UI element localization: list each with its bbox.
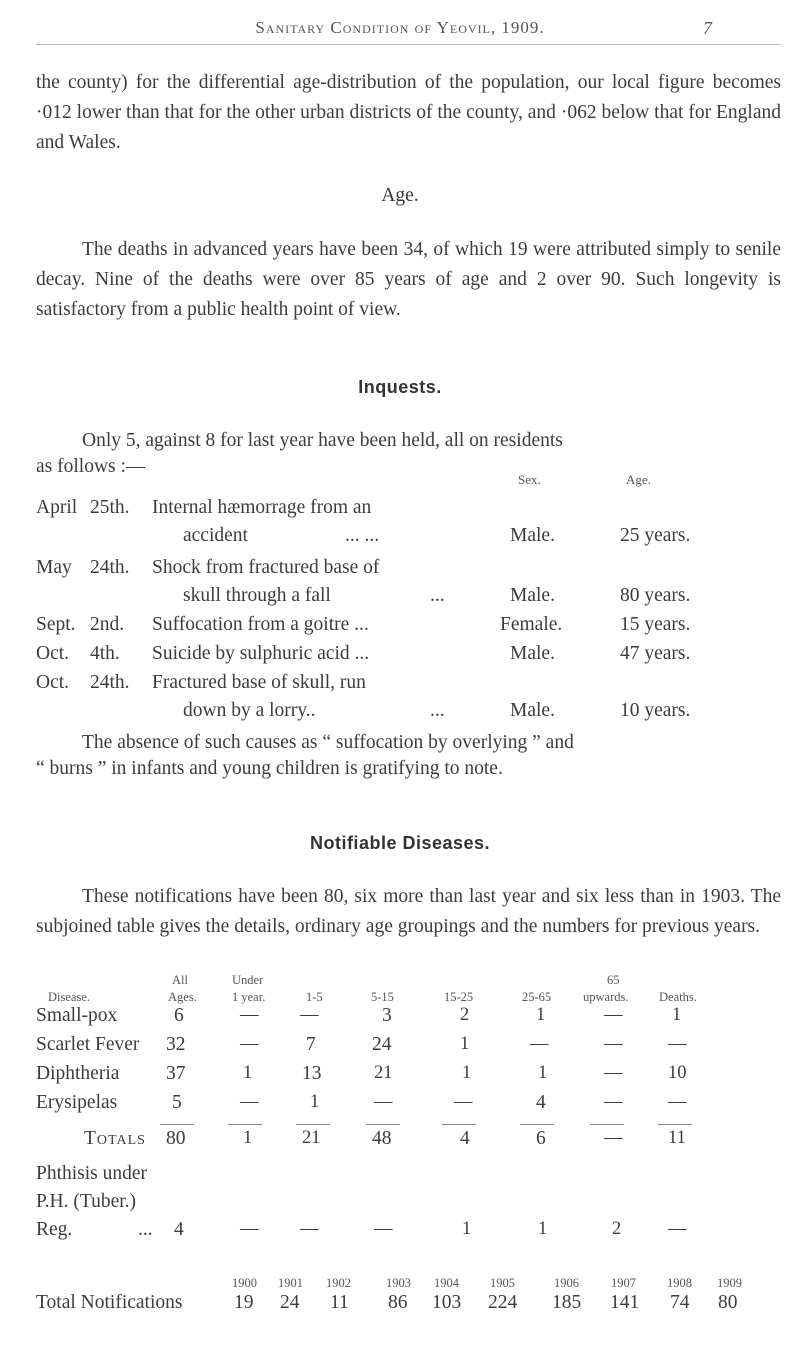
cell-deaths: —: [668, 1092, 687, 1112]
age-paragraph: The deaths in advanced years have been 34, of which 19 were attributed simply to senile decay. Nine of the deaths were over 85 years of age and 2 over 90. Such longevity is satisfactory from a public health point of view.: [36, 239, 781, 320]
total-25-65: 6: [536, 1128, 546, 1149]
inquest-month: May: [36, 557, 72, 578]
inquest-cause-cont: down by a lorry..: [183, 700, 316, 721]
cell-5-15: 21: [374, 1063, 393, 1083]
inquests-col-sex: Sex.: [518, 472, 541, 487]
cell-1-5: 1: [310, 1092, 320, 1112]
phthisis-dots: ...: [138, 1219, 153, 1240]
inquest-age: 10 years.: [620, 700, 691, 721]
year-label: 1907: [611, 1276, 636, 1290]
header-65-top: 65: [607, 973, 620, 987]
year-total: 80: [718, 1292, 738, 1313]
year-total: 24: [280, 1292, 300, 1313]
phthisis-label-3: Reg.: [36, 1219, 73, 1240]
inquests-col-age: Age.: [626, 472, 651, 487]
header-all-top: All: [172, 973, 188, 987]
inquest-cause: Suicide by sulphuric acid ...: [152, 643, 370, 664]
header-65-bottom: upwards.: [583, 990, 629, 1004]
cell-deaths: 1: [672, 1005, 682, 1025]
inquest-age: 47 years.: [620, 643, 691, 664]
running-title: Sanitary Condition of Yeovil, 1909.: [255, 18, 545, 37]
header-deaths: Deaths.: [659, 990, 697, 1004]
phthisis-1-5: —: [300, 1219, 319, 1239]
phthisis-65-up: 2: [612, 1219, 622, 1239]
yearly-totals-label: Total Notifications: [36, 1292, 183, 1313]
total-all: 80: [166, 1128, 186, 1149]
inquests-closing-1: The absence of such causes as “ suffocation by overlying ” and: [82, 732, 574, 753]
cell-25-65: 4: [536, 1092, 546, 1113]
year-total: 86: [388, 1292, 408, 1313]
year-total: 11: [330, 1292, 349, 1313]
total-1-5: 21: [302, 1128, 321, 1148]
inquest-sex: Female.: [500, 614, 563, 635]
inquest-dots: ...: [430, 700, 445, 721]
header-under-top: Under: [232, 973, 264, 987]
year-total: 103: [432, 1292, 462, 1313]
phthisis-under1: —: [240, 1219, 259, 1239]
inquests-heading: Inquests.: [358, 377, 442, 397]
inquest-cause-cont: skull through a fall: [183, 585, 331, 606]
inquest-day: 24th.: [90, 557, 130, 578]
cell-5-15: 3: [382, 1005, 392, 1026]
inquest-month: Oct.: [36, 643, 70, 664]
total-5-15: 48: [372, 1128, 392, 1149]
cell-all: 37: [166, 1063, 186, 1084]
header-1-5: 1-5: [306, 990, 323, 1004]
inquest-month: Oct.: [36, 672, 70, 693]
cell-disease: Small-pox: [36, 1005, 118, 1026]
total-15-25: 4: [460, 1128, 470, 1149]
inquest-cause: Suffocation from a goitre ...: [152, 614, 369, 635]
inquest-day: 24th.: [90, 672, 130, 693]
year-label: 1902: [326, 1276, 351, 1290]
year-label: 1901: [278, 1276, 303, 1290]
header-25-65: 25-65: [522, 990, 552, 1004]
inquest-month: April: [36, 497, 78, 518]
year-total: 185: [552, 1292, 582, 1313]
cell-disease: Erysipelas: [36, 1092, 118, 1113]
year-total: 141: [610, 1292, 640, 1313]
total-rule: [366, 1124, 400, 1125]
year-label: 1900: [232, 1276, 257, 1290]
cell-all: 32: [166, 1034, 186, 1055]
cell-under1: —: [240, 1092, 259, 1112]
inquest-age: 80 years.: [620, 585, 691, 606]
phthisis-15-25: 1: [462, 1219, 472, 1239]
total-65-up: —: [604, 1128, 623, 1148]
cell-65-up: —: [604, 1063, 623, 1083]
year-label: 1904: [434, 1276, 459, 1290]
inquest-sex: Male.: [510, 525, 555, 546]
header-rule: [36, 44, 781, 45]
intro-paragraph: the county) for the differential age-distribution of the population, our local figure becomes ·012 lower than that for the other urban districts of the county, and ·062 below that for England and Wales.: [36, 72, 781, 153]
header-under-bottom: 1 year.: [232, 990, 266, 1004]
cell-25-65: —: [530, 1034, 549, 1054]
cell-disease: Diphtheria: [36, 1063, 120, 1084]
cell-15-25: 1: [460, 1034, 470, 1054]
phthisis-deaths: —: [668, 1219, 687, 1239]
cell-disease: Scarlet Fever: [36, 1034, 140, 1055]
year-label: 1905: [490, 1276, 515, 1290]
inquest-age: 25 years.: [620, 525, 691, 546]
cell-15-25: 1: [462, 1063, 472, 1083]
total-rule: [160, 1124, 194, 1125]
phthisis-25-65: 1: [538, 1219, 548, 1239]
inquest-day: 4th.: [90, 643, 120, 664]
cell-deaths: —: [668, 1034, 687, 1054]
cell-65-up: —: [604, 1034, 623, 1054]
cell-under1: —: [240, 1005, 259, 1025]
phthisis-label-1: Phthisis under: [36, 1163, 148, 1184]
inquest-day: 25th.: [90, 497, 130, 518]
inquest-sex: Male.: [510, 585, 555, 606]
year-label: 1906: [554, 1276, 579, 1290]
year-label: 1903: [386, 1276, 411, 1290]
cell-15-25: —: [454, 1092, 473, 1112]
header-disease: Disease.: [48, 990, 90, 1004]
total-rule: [590, 1124, 624, 1125]
page-number: 7: [703, 18, 712, 38]
cell-5-15: 24: [372, 1034, 392, 1055]
header-15-25: 15-25: [444, 990, 474, 1004]
totals-label: Totals: [84, 1128, 146, 1149]
year-total: 224: [488, 1292, 518, 1313]
inquest-cause: Shock from fractured base of: [152, 557, 380, 578]
inquest-sex: Male.: [510, 700, 555, 721]
inquests-intro-2: as follows :—: [36, 456, 146, 477]
total-rule: [228, 1124, 262, 1125]
cell-25-65: 1: [538, 1063, 548, 1083]
cell-65-up: —: [604, 1092, 623, 1112]
header-5-15: 5-15: [371, 990, 394, 1004]
header-all-bottom: Ages.: [168, 990, 197, 1004]
total-deaths: 11: [668, 1128, 686, 1148]
notifiable-heading: Notifiable Diseases.: [309, 833, 491, 853]
year-total: 74: [670, 1292, 690, 1313]
inquest-month: Sept.: [36, 614, 76, 635]
total-rule: [520, 1124, 554, 1125]
cell-65-up: —: [604, 1005, 623, 1025]
inquest-day: 2nd.: [90, 614, 125, 635]
cell-15-25: 2: [460, 1005, 470, 1025]
year-label: 1909: [717, 1276, 742, 1290]
year-total: 19: [234, 1292, 254, 1313]
inquest-cause: Fractured base of skull, run: [152, 672, 366, 693]
cell-all: 5: [172, 1092, 182, 1113]
inquest-sex: Male.: [510, 643, 555, 664]
inquests-intro-1: Only 5, against 8 for last year have been held, all on residents: [82, 430, 563, 451]
cell-all: 6: [174, 1005, 184, 1026]
age-heading: Age.: [381, 185, 419, 206]
year-label: 1908: [667, 1276, 692, 1290]
notifiable-paragraph: These notifications have been 80, six more than last year and six less than in 1903. The subjoined table gives the details, ordinary age groupings and the numbers for previous years.: [36, 886, 781, 937]
cell-under1: —: [240, 1034, 259, 1054]
cell-25-65: 1: [536, 1005, 546, 1025]
phthisis-all: 4: [174, 1219, 184, 1240]
cell-1-5: —: [300, 1005, 319, 1025]
total-rule: [296, 1124, 330, 1125]
cell-under1: 1: [243, 1063, 253, 1083]
inquest-dots: ...: [430, 585, 445, 606]
inquest-age: 15 years.: [620, 614, 691, 635]
inquest-cause-cont: accident: [183, 525, 248, 546]
cell-1-5: 13: [302, 1063, 322, 1084]
phthisis-5-15: —: [374, 1219, 393, 1239]
total-under1: 1: [243, 1128, 253, 1148]
inquests-closing-2: “ burns ” in infants and young children is gratifying to note.: [36, 758, 503, 779]
total-rule: [658, 1124, 692, 1125]
phthisis-label-2: P.H. (Tuber.): [36, 1191, 137, 1212]
cell-deaths: 10: [668, 1063, 687, 1083]
inquest-dots: ... ...: [345, 525, 380, 546]
inquest-cause: Internal hæmorrage from an: [152, 497, 372, 518]
cell-5-15: —: [374, 1092, 393, 1112]
total-rule: [442, 1124, 476, 1125]
cell-1-5: 7: [306, 1034, 316, 1055]
